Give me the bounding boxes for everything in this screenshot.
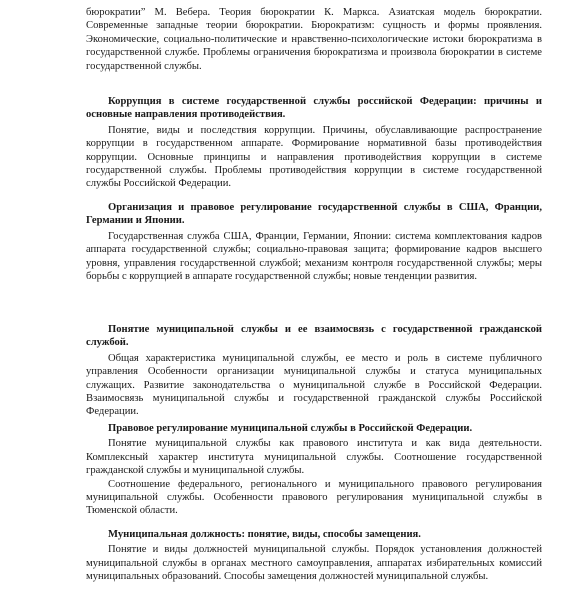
section-paragraph: Соотношение федерального, регионального и муниципального правового регулирования муниципальной службы. Особенности правового регулирования муниципальной службы в Тюменской области. xyxy=(86,478,542,517)
intro-section xyxy=(86,6,542,73)
intro-paragraph: бюрократии” М. Вебера. Теория бюрократии К. Маркса. Азиатская модель бюрократии. Современные западные теории бюрократии. Бюрократизм: сущность и формы проявления. Экономические, социально-политические и нравственно-психологические истоки бюрократизма в государственной службе. Проблемы ограничения бюрократизма и произвола бюрократии в системе государственной службы. xyxy=(86,7,542,72)
section-heading: Муниципальная должность: понятие, виды, способы замещения. xyxy=(108,529,421,540)
section-paragraph: Понятие и виды должностей муниципальной службы. Порядок установления должностей муниципальной службы в органах местного самоуправления, аппаратах избирательных комиссий муниципальных образований. Способы замещения должностей муниципальной службы. xyxy=(86,544,542,583)
section-paragraph: Понятие, виды и последствия коррупции. Причины, обуславливающие распространение коррупции в государственном аппарате. Формирование нормативной базы противодействия коррупции. Основные принципы и направления противодействия коррупции в системе государственной службы. Проблемы противодействия коррупции в системе государственной службы Российской Федерации. xyxy=(86,124,542,190)
section-heading: Организация и правовое регулирование государственной службы в США, Франции, Германии и Японии. xyxy=(86,202,542,227)
section-foreign-civil-service xyxy=(86,201,542,283)
section-municipal-position xyxy=(86,528,542,584)
section-municipal-service-regulation xyxy=(86,422,542,518)
section-heading: Понятие муниципальной службы и ее взаимосвязь с государственной гражданской службой. xyxy=(86,324,542,349)
section-municipal-service-concept xyxy=(86,323,542,419)
section-heading: Коррупция в системе государственной службы российской Федерации: причины и основные направления противодействия. xyxy=(86,96,542,121)
section-paragraph: Понятие муниципальной службы как правового института и как вида деятельности. Комплексный характер института муниципальной службы. Соотношение государственной гражданской службы и муниципальной службы. xyxy=(86,438,542,477)
section-corruption xyxy=(86,95,542,191)
section-paragraph: Общая характеристика муниципальной службы, ее место и роль в системе публичного управления Особенности организации муниципальной службы и статуса муниципальных служащих. Развитие законодательства о муниципальной службе в Российской Федерации. Взаимосвязь муниципальной службы и государственной гражданской службы Российской Федерации. xyxy=(86,352,542,418)
section-heading: Правовое регулирование муниципальной службы в Российской Федерации. xyxy=(108,423,473,434)
section-paragraph: Государственная служба США, Франции, Германии, Японии: система комплектования кадров аппарата государственной службы; социально-правовая защита; формирование кадров высшего уровня, управления государственной службой; механизм контроля государственной службы; меры борьбы с коррупцией в аппарате государственной службы; новые тенденции развития. xyxy=(86,230,542,283)
